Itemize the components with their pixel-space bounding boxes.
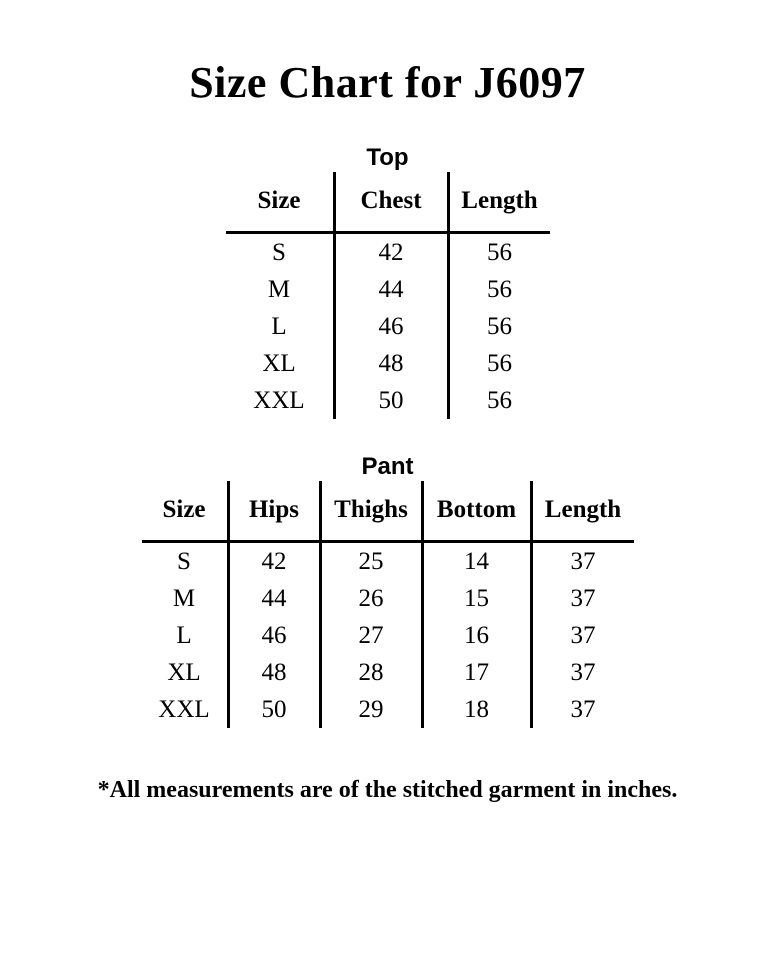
measurement-cell: 42	[228, 542, 320, 581]
size-cell: S	[177, 547, 191, 575]
size-cell: M	[172, 584, 196, 612]
top-section-heading: Top	[366, 144, 409, 171]
column-header-thighs: Thighs	[320, 481, 422, 542]
table-row	[226, 271, 550, 308]
size-cell: XXL	[253, 386, 305, 414]
measurement-footnote: *All measurements are of the stitched garment in inches.	[97, 777, 678, 803]
pant-section-heading: Pant	[361, 453, 414, 480]
measurement-cell: 48	[334, 345, 448, 382]
measurement-cell: 37	[531, 542, 634, 581]
measurement-cell: 18	[422, 691, 531, 728]
measurement-cell: 44	[228, 580, 320, 617]
table-row	[142, 542, 634, 581]
header-row	[226, 172, 550, 233]
measurement-cell: 56	[448, 345, 550, 382]
pant-size-table	[142, 481, 634, 728]
column-header-size: Size	[142, 481, 229, 542]
measurement-cell: 42	[334, 233, 448, 272]
measurement-cell: 25	[320, 542, 422, 581]
column-header-bottom: Bottom	[422, 481, 531, 542]
table-row	[142, 617, 634, 654]
table-row	[226, 233, 550, 272]
measurement-cell: 37	[531, 691, 634, 728]
size-cell: XXL	[158, 695, 210, 723]
measurement-cell: 26	[320, 580, 422, 617]
table-row	[142, 654, 634, 691]
table-row	[226, 382, 550, 419]
size-cell: L	[271, 312, 287, 340]
size-cell: XL	[262, 349, 296, 377]
table-row	[142, 691, 634, 728]
measurement-cell: 27	[320, 617, 422, 654]
measurement-cell: 16	[422, 617, 531, 654]
measurement-cell: 28	[320, 654, 422, 691]
measurement-cell: 37	[531, 580, 634, 617]
pant-size-section	[0, 452, 775, 728]
size-cell: XL	[167, 658, 201, 686]
measurement-cell: 56	[448, 382, 550, 419]
column-header-hips: Hips	[228, 481, 320, 542]
measurement-cell: 37	[531, 617, 634, 654]
table-row	[142, 580, 634, 617]
measurement-cell: 56	[448, 271, 550, 308]
top-size-table	[226, 172, 550, 419]
measurement-cell: 29	[320, 691, 422, 728]
column-header-chest: Chest	[334, 172, 448, 233]
size-cell: M	[267, 275, 291, 303]
measurement-cell: 14	[422, 542, 531, 581]
table-row	[226, 308, 550, 345]
column-header-size: Size	[226, 172, 335, 233]
measurement-cell: 50	[334, 382, 448, 419]
measurement-cell: 37	[531, 654, 634, 691]
table-row	[226, 345, 550, 382]
column-header-length: Length	[448, 172, 550, 233]
size-cell: S	[272, 238, 286, 266]
measurement-cell: 15	[422, 580, 531, 617]
measurement-cell: 46	[228, 617, 320, 654]
measurement-cell: 48	[228, 654, 320, 691]
measurement-cell: 46	[334, 308, 448, 345]
measurement-cell: 56	[448, 308, 550, 345]
measurement-cell: 44	[334, 271, 448, 308]
size-cell: L	[176, 621, 192, 649]
top-size-section	[0, 143, 775, 419]
measurement-cell: 56	[448, 233, 550, 272]
measurement-cell: 50	[228, 691, 320, 728]
measurement-cell: 17	[422, 654, 531, 691]
header-row	[142, 481, 634, 542]
page-title: Size Chart for J6097	[189, 58, 586, 107]
column-header-length: Length	[531, 481, 634, 542]
